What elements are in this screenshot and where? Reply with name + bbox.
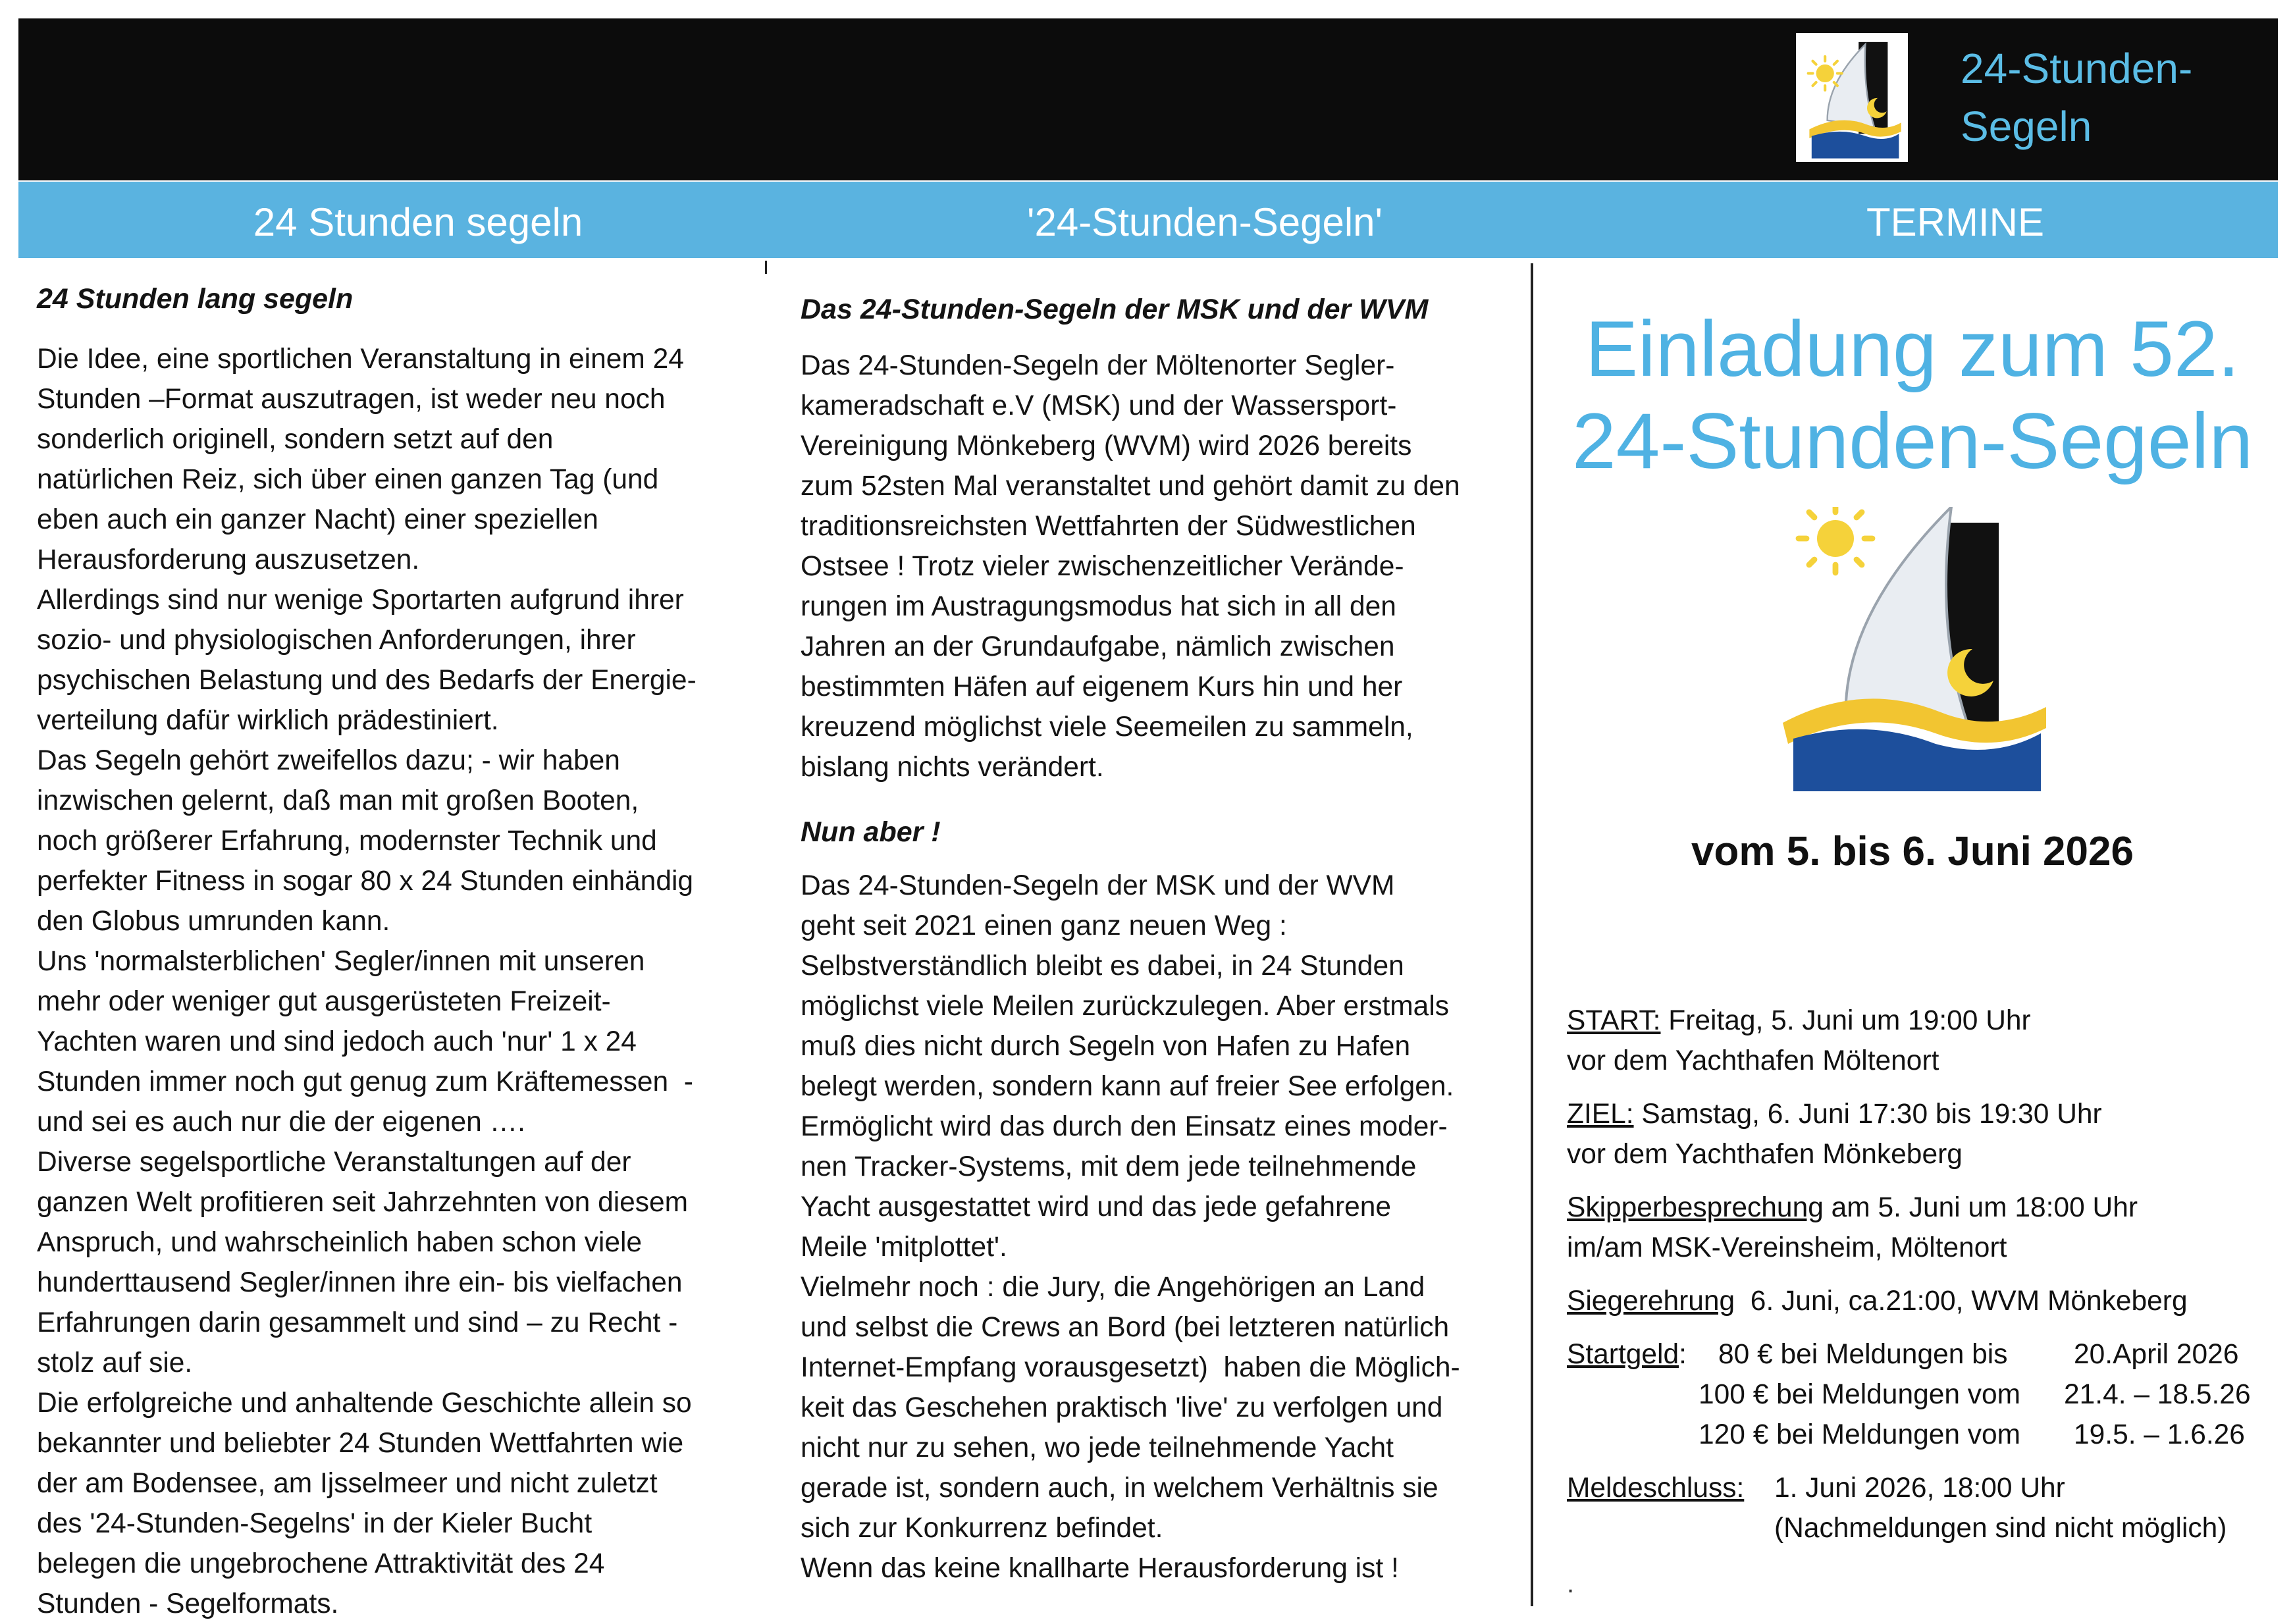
entry-deadline-info <box>1567 1468 2278 1548</box>
award-ceremony-details: 6. Juni, ca.21:00, WVM Mönkeberg <box>1735 1286 2188 1317</box>
text-line: des '24-Stunden-Segelns' in der Kieler Bucht <box>37 1508 593 1539</box>
middle-column <box>801 290 1525 1588</box>
text-line: nicht nur zu sehen, wo jede teilnehmende Yacht <box>801 1432 1394 1463</box>
sail-sun-moon-logo-icon <box>1796 33 1908 162</box>
text-line: Das 24-Stunden-Segeln der Möltenorter Segler- <box>801 350 1395 381</box>
fee-date: 21.4. – 18.5.26 <box>2064 1379 2251 1410</box>
text-line: und sei es auch nur die der eigenen …. <box>37 1107 525 1138</box>
start-label: START: <box>1567 1005 1661 1036</box>
fee-date: 20.April 2026 <box>2074 1339 2239 1370</box>
text-line: Meile 'mitplottet'. <box>801 1232 1007 1263</box>
fee-date: 19.5. – 1.6.26 <box>2074 1419 2245 1450</box>
text-line: Ermöglicht wird das durch den Einsatz eines moder- <box>801 1111 1448 1142</box>
fee-text: 120 € bei Meldungen vom <box>1699 1419 2021 1450</box>
text-line: Jahren an der Grundaufgabe, nämlich zwischen <box>801 631 1395 662</box>
skipper-briefing-location: im/am MSK-Vereinsheim, Möltenort <box>1567 1232 2007 1263</box>
text-line: natürlichen Reiz, sich über einen ganzen Tag (und <box>37 464 659 495</box>
start-info <box>1567 1001 2278 1081</box>
text-line: mehr oder weniger gut ausgerüsteten Freizeit- <box>37 986 611 1017</box>
entry-fee-colon: : <box>1679 1339 1687 1370</box>
text-line: Die Idee, eine sportlichen Veranstaltung in einem 24 <box>37 344 684 375</box>
text-line: eben auch ein ganzer Nacht) einer speziellen <box>37 504 598 535</box>
text-line: belegen die ungebrochene Attraktivität des 24 <box>37 1548 605 1579</box>
middle-column-heading-2: Nun aber ! <box>801 816 941 848</box>
text-line: geht seit 2021 einen ganz neuen Weg : <box>801 910 1287 941</box>
regatta-logo-small <box>1796 33 1908 162</box>
text-line: Vereinigung Mönkeberg (WVM) wird 2026 bereits <box>801 431 1412 461</box>
text-line: Erfahrungen darin gesammelt und sind – zu Recht - <box>37 1307 678 1338</box>
header-black-bar <box>18 18 2278 180</box>
text-line: bestimmten Häfen auf eigenem Kurs hin und her <box>801 671 1403 702</box>
left-column <box>37 279 774 1624</box>
text-line: kreuzend möglichst viele Seemeilen zu sammeln, <box>801 712 1413 743</box>
text-line: Stunden - Segelformats. <box>37 1588 339 1619</box>
skipper-briefing-time: am 5. Juni um 18:00 Uhr <box>1823 1192 2138 1223</box>
text-line: Anspruch, und wahrscheinlich haben schon viele <box>37 1227 643 1258</box>
scan-artifact-dot: . <box>1567 1569 1575 1598</box>
text-line: noch größerer Erfahrung, modernster Technik und <box>37 825 657 856</box>
middle-column-paragraph-2 <box>801 866 1525 1588</box>
section-title-right: TERMINE <box>1866 200 2044 244</box>
middle-column-heading-1: Das 24-Stunden-Segeln der MSK und der WVM <box>801 294 1429 325</box>
start-location: vor dem Yachthafen Möltenort <box>1567 1045 1939 1076</box>
column-divider-left <box>765 261 767 274</box>
regatta-logo-large <box>1783 507 2046 791</box>
text-line: Ostsee ! Trotz vieler zwischenzeitlicher Verände- <box>801 551 1404 582</box>
text-line: Yachten waren und sind jedoch auch 'nur' 1 x 24 <box>37 1026 637 1057</box>
text-line: psychischen Belastung und des Bedarfs der Energie- <box>37 665 697 696</box>
award-ceremony-label: Siegerehrung <box>1567 1286 1735 1317</box>
text-line: rungen im Austragungsmodus hat sich in all den <box>801 591 1396 622</box>
invitation-title <box>1544 303 2281 487</box>
text-line: belegt werden, sondern kann auf freier See erfolgen. <box>801 1071 1454 1102</box>
text-line: Vielmehr noch : die Jury, die Angehörigen an Land <box>801 1272 1425 1303</box>
finish-location: vor dem Yachthafen Mönkeberg <box>1567 1139 1963 1170</box>
text-line: Allerdings sind nur wenige Sportarten aufgrund ihrer <box>37 585 684 616</box>
text-line: perfekter Fitness in sogar 80 x 24 Stunden einhändig <box>37 866 694 897</box>
fee-row <box>1567 1415 2278 1455</box>
left-column-heading: 24 Stunden lang segeln <box>37 283 354 315</box>
award-ceremony-info <box>1567 1281 2278 1321</box>
text-line: zum 52sten Mal veranstaltet und gehört damit zu den <box>801 471 1460 502</box>
text-line: bekannter und beliebter 24 Stunden Wettfahrten wie <box>37 1428 684 1459</box>
column-divider-right <box>1531 263 1533 1606</box>
brand-title-line-1: 24-Stunden- <box>1961 45 2193 92</box>
section-title-middle: '24-Stunden-Segeln' <box>1027 200 1383 244</box>
fee-text: 100 € bei Meldungen vom <box>1699 1379 2021 1410</box>
middle-column-paragraph-1 <box>801 346 1525 787</box>
text-line: Herausforderung auszusetzen. <box>37 544 420 575</box>
text-line: muß dies nicht durch Segeln von Hafen zu Hafen <box>801 1031 1411 1062</box>
text-line: Stunden –Format auszutragen, ist weder neu noch <box>37 384 666 415</box>
entry-deadline-label: Meldeschluss: <box>1567 1473 1745 1504</box>
skipper-briefing-info <box>1567 1188 2278 1268</box>
entry-fee-label: Startgeld <box>1567 1339 1679 1370</box>
sail-sun-moon-large-icon <box>1783 507 2046 791</box>
text-line: stolz auf sie. <box>37 1348 193 1378</box>
entry-deadline-date: 1. Juni 2026, 18:00 Uhr <box>1774 1473 2065 1504</box>
finish-time: Samstag, 6. Juni 17:30 bis 19:30 Uhr <box>1633 1099 2102 1130</box>
fee-row <box>1567 1334 2278 1375</box>
event-date: vom 5. bis 6. Juni 2026 <box>1691 829 2134 874</box>
text-line: Yacht ausgestattet wird und das jede gefahrene <box>801 1192 1392 1222</box>
text-line: hunderttausend Segler/innen ihre ein- bis vielfachen <box>37 1267 683 1298</box>
text-line: inzwischen gelernt, daß man mit großen Booten, <box>37 785 639 816</box>
text-line: gerade ist, sondern auch, in welchem Verhältnis sie <box>801 1473 1438 1504</box>
invitation-title-line-2: 24-Stunden-Segeln <box>1571 397 2253 485</box>
schedule-list <box>1567 1001 2278 1548</box>
text-line: nen Tracker-Systems, mit dem jede teilnehmende <box>801 1151 1417 1182</box>
text-line: traditionsreichsten Wettfahrten der Südwestlichen <box>801 511 1416 542</box>
section-title-left: 24 Stunden segeln <box>253 200 583 244</box>
text-line: Diverse segelsportliche Veranstaltungen auf der <box>37 1147 631 1178</box>
text-line: Selbstverständlich bleibt es dabei, in 24 Stunden <box>801 951 1404 982</box>
text-line: sonderlich originell, sondern setzt auf den <box>37 424 554 455</box>
fee-text: 80 € bei Meldungen bis <box>1718 1339 2008 1370</box>
invitation-title-line-1: Einladung zum 52. <box>1585 305 2240 393</box>
text-line: sich zur Konkurrenz befindet. <box>801 1513 1163 1544</box>
fee-row <box>1567 1375 2278 1415</box>
entry-fee-info <box>1567 1334 2278 1455</box>
text-line: Das 24-Stunden-Segeln der MSK und der WVM <box>801 870 1395 901</box>
text-line: ganzen Welt profitieren seit Jahrzehnten von diesem <box>37 1187 689 1218</box>
text-line: sozio- und physiologischen Anforderungen, ihrer <box>37 625 636 656</box>
late-entry-note: (Nachmeldungen sind nicht möglich) <box>1774 1513 2227 1544</box>
text-line: und selbst die Crews an Bord (bei letzteren natürlich <box>801 1312 1450 1343</box>
text-line: bislang nichts verändert. <box>801 752 1104 783</box>
text-line: Das Segeln gehört zweifellos dazu; - wir haben <box>37 745 620 776</box>
finish-label: ZIEL: <box>1567 1099 1634 1130</box>
text-line: verteilung dafür wirklich prädestiniert. <box>37 705 499 736</box>
text-line: der am Bodensee, am Ijsselmeer und nicht zuletzt <box>37 1468 658 1499</box>
finish-info <box>1567 1094 2278 1174</box>
text-line: Die erfolgreiche und anhaltende Geschichte allein so <box>37 1388 692 1419</box>
text-line: Internet-Empfang vorausgesetzt) haben die Möglich- <box>801 1352 1460 1383</box>
text-line: Wenn das keine knallharte Herausforderung ist ! <box>801 1553 1399 1584</box>
text-line: kameradschaft e.V (MSK) und der Wassersport- <box>801 390 1397 421</box>
skipper-briefing-label: Skipperbesprechung <box>1567 1192 1824 1223</box>
text-line: keit das Geschehen praktisch 'live' zu verfolgen und <box>801 1392 1443 1423</box>
text-line: Stunden immer noch gut genug zum Kräftemessen - <box>37 1066 693 1097</box>
text-line: Uns 'normalsterblichen' Segler/innen mit unseren <box>37 946 645 977</box>
text-line: möglichst viele Meilen zurückzulegen. Aber erstmals <box>801 991 1450 1022</box>
brand-title-line-2: Segeln <box>1961 103 2092 150</box>
left-column-body <box>37 339 774 1624</box>
brand-title <box>1961 39 2257 155</box>
start-time: Freitag, 5. Juni um 19:00 Uhr <box>1660 1005 2031 1036</box>
text-line: den Globus umrunden kann. <box>37 906 390 937</box>
